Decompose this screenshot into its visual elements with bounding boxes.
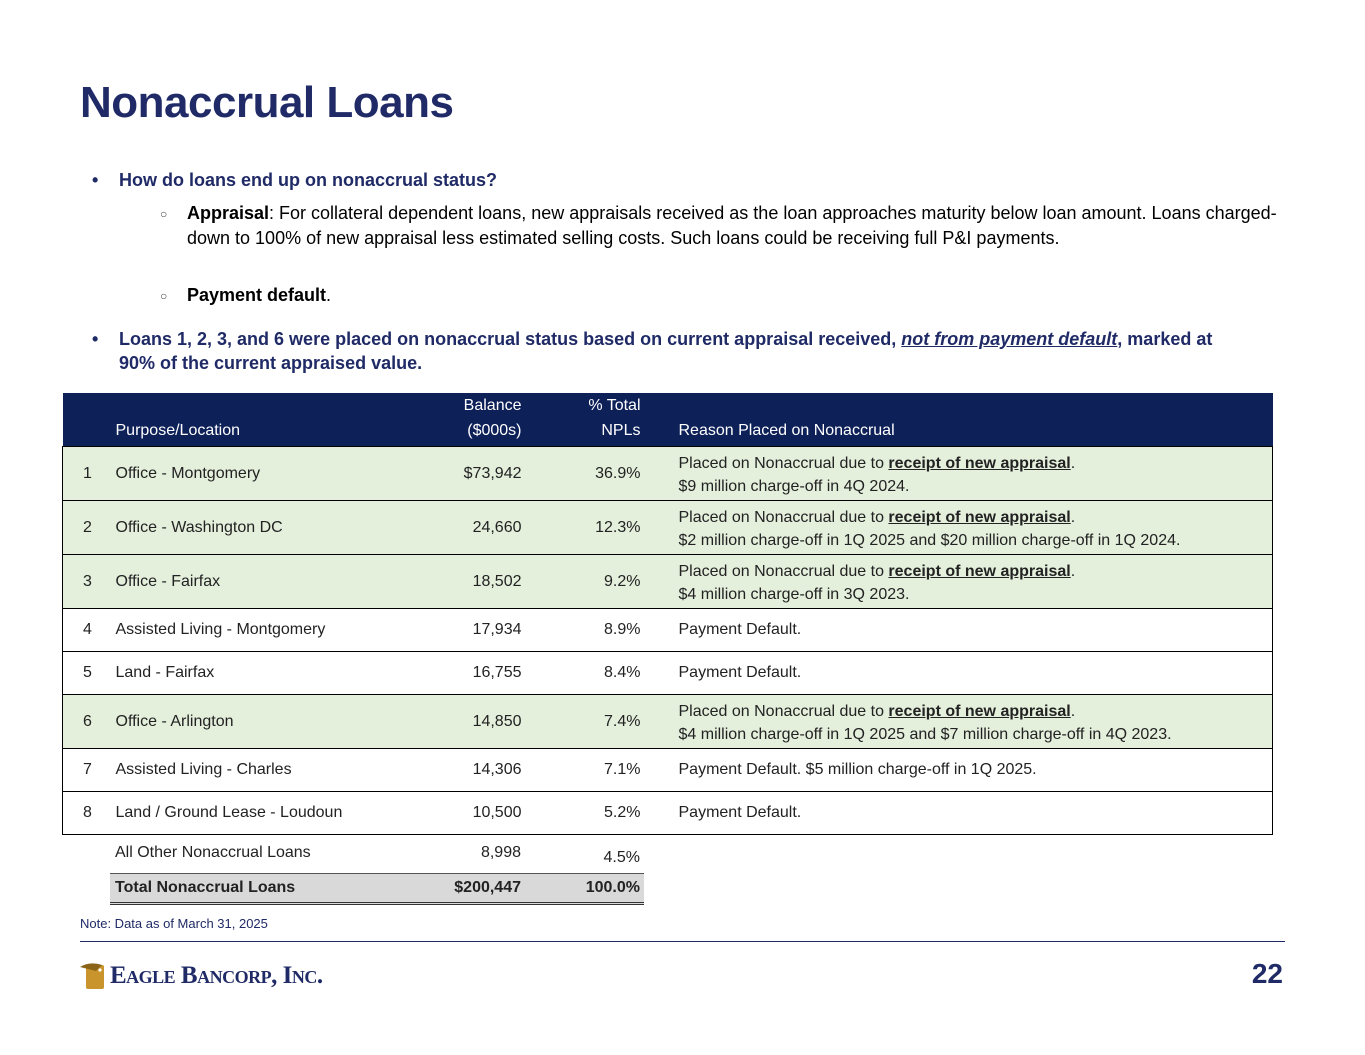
table-row: 4 Assisted Living - Montgomery 17,934 8.9% Payment Default. xyxy=(63,609,1273,652)
table-row: 5 Land - Fairfax 16,755 8.4% Payment Default. xyxy=(63,652,1273,695)
header-purpose: Purpose/Location xyxy=(105,393,423,447)
table-row: 6 Office - Arlington 14,850 7.4% Placed on Nonaccrual due to receipt of new appraisal. $4 million charge-off in 1Q 2025 and $7 million charge-off in 4Q 2023. xyxy=(63,695,1273,749)
table-header-row xyxy=(63,393,1273,447)
bullet-icon: • xyxy=(92,329,99,349)
page-number: 22 xyxy=(1251,958,1283,989)
footnote: Note: Data as of March 31, 2025 xyxy=(80,916,268,931)
page-title: Nonaccrual Loans xyxy=(80,78,454,127)
table-row: 7 Assisted Living - Charles 14,306 7.1% Payment Default. $5 million charge-off in 1Q 2025. xyxy=(63,749,1273,792)
all-other-row: All Other Nonaccrual Loans 8,998 4.5% xyxy=(115,844,640,866)
nonaccrual-loans-table xyxy=(62,393,1273,835)
appraisal-label: Appraisal xyxy=(187,203,270,223)
header-reason: Reason Placed on Nonaccrual xyxy=(641,393,1273,447)
header-pct-total: % Total NPLs xyxy=(522,393,641,447)
eagle-icon xyxy=(80,961,108,991)
appraisal-text: : For collateral dependent loans, new appraisals received as the loan approaches maturity below loan amount. Loans charged-down to 100% of new appraisal less estimated selling costs. Such loans could be receiving full P&I payments. xyxy=(187,203,1277,248)
payment-default-label: Payment default xyxy=(187,285,327,305)
sub-bullet-appraisal xyxy=(160,201,1280,276)
totals-block xyxy=(110,840,644,905)
logo-wordmark: Eagle Bancorp, Inc. xyxy=(110,962,323,989)
table-row: 2 Office - Washington DC 24,660 12.3% Placed on Nonaccrual due to receipt of new appraisal. $2 million charge-off in 1Q 2025 and $20 million charge-off in 1Q 2024. xyxy=(63,501,1273,555)
table-row: 3 Office - Fairfax 18,502 9.2% Placed on Nonaccrual due to receipt of new appraisal. $4 million charge-off in 3Q 2023. xyxy=(63,555,1273,609)
footer-divider xyxy=(80,941,1285,942)
sub-bullet-payment-default: ○ Payment default. xyxy=(160,283,560,308)
company-logo xyxy=(80,960,323,992)
circle-bullet-icon: ○ xyxy=(160,207,168,221)
total-row: Total Nonaccrual Loans $200,447 100.0% xyxy=(110,873,644,905)
table-row: 8 Land / Ground Lease - Loudoun 10,500 5.2% Payment Default. xyxy=(63,792,1273,835)
emphasis-link-text: not from payment default xyxy=(901,329,1118,349)
table-row: 1 Office - Montgomery $73,942 36.9% Placed on Nonaccrual due to receipt of new appraisal. $9 million charge-off in 4Q 2024. xyxy=(63,447,1273,501)
header-balance: Balance ($000s) xyxy=(423,393,522,447)
bullet-question-text: How do loans end up on nonaccrual status? xyxy=(119,170,498,190)
bullet-icon: • xyxy=(92,170,99,190)
circle-bullet-icon: ○ xyxy=(160,289,168,303)
